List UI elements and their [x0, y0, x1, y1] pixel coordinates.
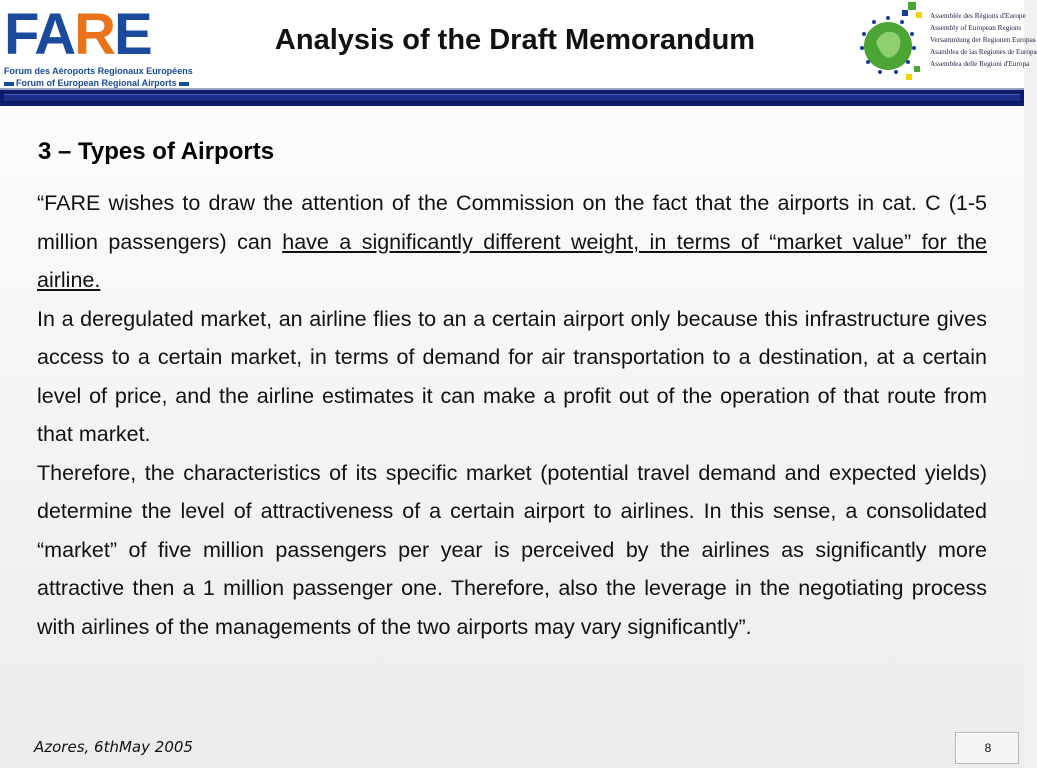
fare-subtitle-fr: Forum des Aéroports Regionaux Européens [4, 66, 193, 76]
are-line-fr: Assemblée des Régions d'Europe [930, 12, 1026, 20]
fare-subtitle-en [4, 78, 189, 88]
are-line-de: Versammlung der Regionen Europas [930, 36, 1036, 44]
footer-date: Azores, 6thMay 2005 [34, 738, 193, 756]
header-divider-inner [4, 94, 1020, 102]
are-emblem-icon [858, 2, 930, 86]
are-logo [858, 2, 1037, 86]
section-heading: 3 – Types of Airports [38, 138, 275, 165]
fare-wordmark [4, 2, 151, 67]
slide-header [0, 0, 1037, 90]
paragraph-3: Therefore, the characteristics of its specific market (potential travel demand and expected yields) determine the level of attractiveness of a certain airport to airlines. In this sense, a consolidated “market” of five million passengers per year is perceived by the airlines as significantly more attractive then a 1 million passenger one. Therefore, also the leverage in the negotiating process with airlines of the managements of the two airports may vary significantly”. [37, 460, 987, 639]
paragraph-1-underlined: have a significantly different weight, in terms of “market value” for the airline. [37, 229, 987, 292]
are-line-en: Assembly of European Regions [930, 24, 1022, 32]
paragraph-1 [37, 184, 987, 300]
paragraph-1-text: “FARE wishes to draw the attention of the Commission on the fact that the airports in cat. C (1-5 million passengers) can [37, 191, 987, 254]
page-number: 8 [984, 741, 992, 755]
are-line-it: Assemblea delle Regioni d'Europa [930, 60, 1030, 68]
fare-wordmark-start: FA [4, 2, 75, 67]
body-text [37, 184, 987, 646]
fare-wordmark-end: E [114, 2, 151, 67]
fare-subtitle-bar-icon [179, 82, 189, 86]
fare-subtitle-bar-icon [4, 82, 14, 86]
slide-title: Analysis of the Draft Memorandum [274, 24, 756, 56]
fare-subtitle-en-text: Forum of European Regional Airports [16, 78, 177, 88]
fare-logo [2, 2, 193, 90]
paragraph-2: In a deregulated market, an airline flies to an a certain airport only because this infrastructure gives access to a certain market, in terms of demand for air transportation to a destination, at a certain level of price, and the airline estimates it can make a profit out of the operation of that route from that market. [37, 306, 987, 446]
page-number-box [955, 732, 1019, 764]
fare-wordmark-accent: R [74, 2, 115, 67]
are-line-es: Asamblea de las Regiones de Europa [930, 48, 1037, 56]
header-divider [0, 88, 1024, 106]
